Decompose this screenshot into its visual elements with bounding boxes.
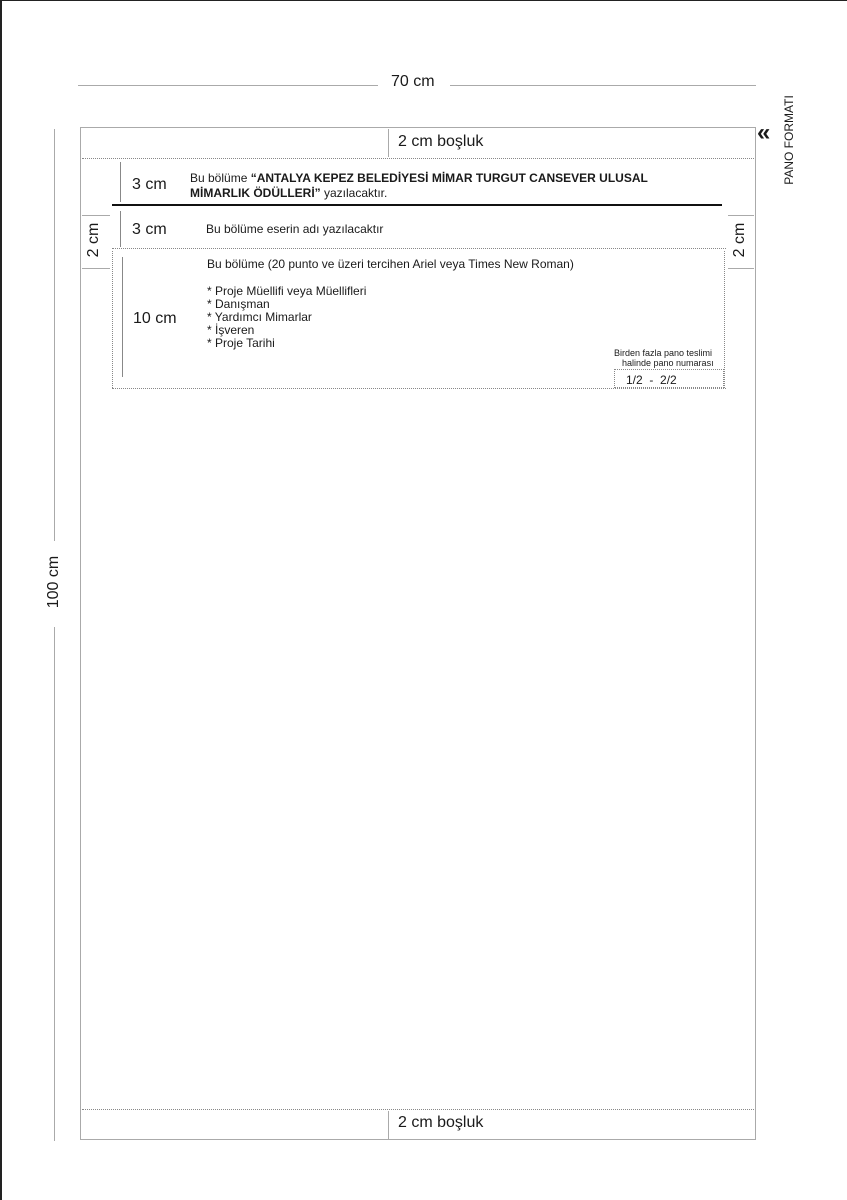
height-dimension-label: 100 cm	[45, 555, 62, 609]
top-spacing-label: 2 cm boşluk	[398, 133, 484, 150]
section1-competition-title-line2: MİMARLIK ÖDÜLLERİ”	[190, 186, 321, 200]
width-dimension-line-right	[450, 85, 756, 86]
pano-note-line1: Birden fazla pano teslimi	[614, 348, 713, 358]
width-dimension-line-left	[78, 85, 378, 86]
list-item: * Danışman	[207, 297, 270, 311]
list-item: * İşveren	[207, 323, 255, 337]
height-dimension-line-top	[54, 129, 55, 541]
list-item: * Proje Tarihi	[207, 336, 275, 350]
left-margin-tick-top	[82, 215, 110, 216]
right-margin-tick-bottom	[728, 268, 754, 269]
list-item: * Yardımcı Mimarlar	[207, 310, 312, 324]
left-margin-tick-bottom	[82, 268, 110, 269]
height-dimension-line-bottom	[54, 627, 55, 1141]
pano-number-label: 1/2 - 2/2	[626, 373, 677, 387]
top-spacing-tick	[388, 129, 389, 157]
section3-left-tick	[122, 257, 123, 377]
section3-height-label: 10 cm	[133, 310, 177, 327]
section3-bottom-border	[112, 388, 726, 389]
section2-left-tick	[120, 211, 121, 247]
section3-item-list	[207, 285, 366, 350]
pano-note-line2: halinde pano numarası	[622, 358, 714, 368]
section2-boundary	[112, 248, 726, 249]
section1-suffix: yazılacaktır.	[320, 186, 388, 200]
section3-right-border	[724, 251, 725, 388]
section2-height-label: 3 cm	[132, 221, 167, 238]
section1-text-line1	[190, 171, 648, 185]
top-spacing-boundary	[82, 158, 754, 159]
right-margin-tick-top	[728, 215, 754, 216]
section3-left-border	[112, 251, 113, 388]
section1-text-line2	[190, 186, 387, 200]
list-item: * Proje Müellifi veya Müellifleri	[207, 284, 367, 298]
bottom-spacing-label: 2 cm boşluk	[398, 1114, 484, 1131]
bottom-spacing-boundary	[82, 1109, 754, 1110]
section2-text: Bu bölüme eserin adı yazılacaktır	[206, 222, 384, 236]
format-label: PANO FORMATI	[782, 95, 796, 185]
width-dimension-label: 70 cm	[391, 73, 435, 90]
double-chevron-left-icon: «	[757, 119, 771, 146]
section3-intro: Bu bölüme (20 punto ve üzeri tercihen Ariel veya Times New Roman)	[207, 257, 574, 271]
section1-left-tick	[120, 162, 121, 202]
bottom-spacing-tick	[388, 1111, 389, 1139]
left-margin-label: 2 cm	[85, 222, 102, 258]
section1-height-label: 3 cm	[132, 176, 167, 193]
right-margin-label: 2 cm	[731, 222, 748, 258]
section1-prefix: Bu bölüme	[190, 171, 251, 185]
panel-outline	[80, 127, 756, 1140]
section1-divider	[112, 204, 722, 206]
section1-competition-title-line1: “ANTALYA KEPEZ BELEDİYESİ MİMAR TURGUT CANSEVER ULUSAL	[250, 171, 648, 185]
